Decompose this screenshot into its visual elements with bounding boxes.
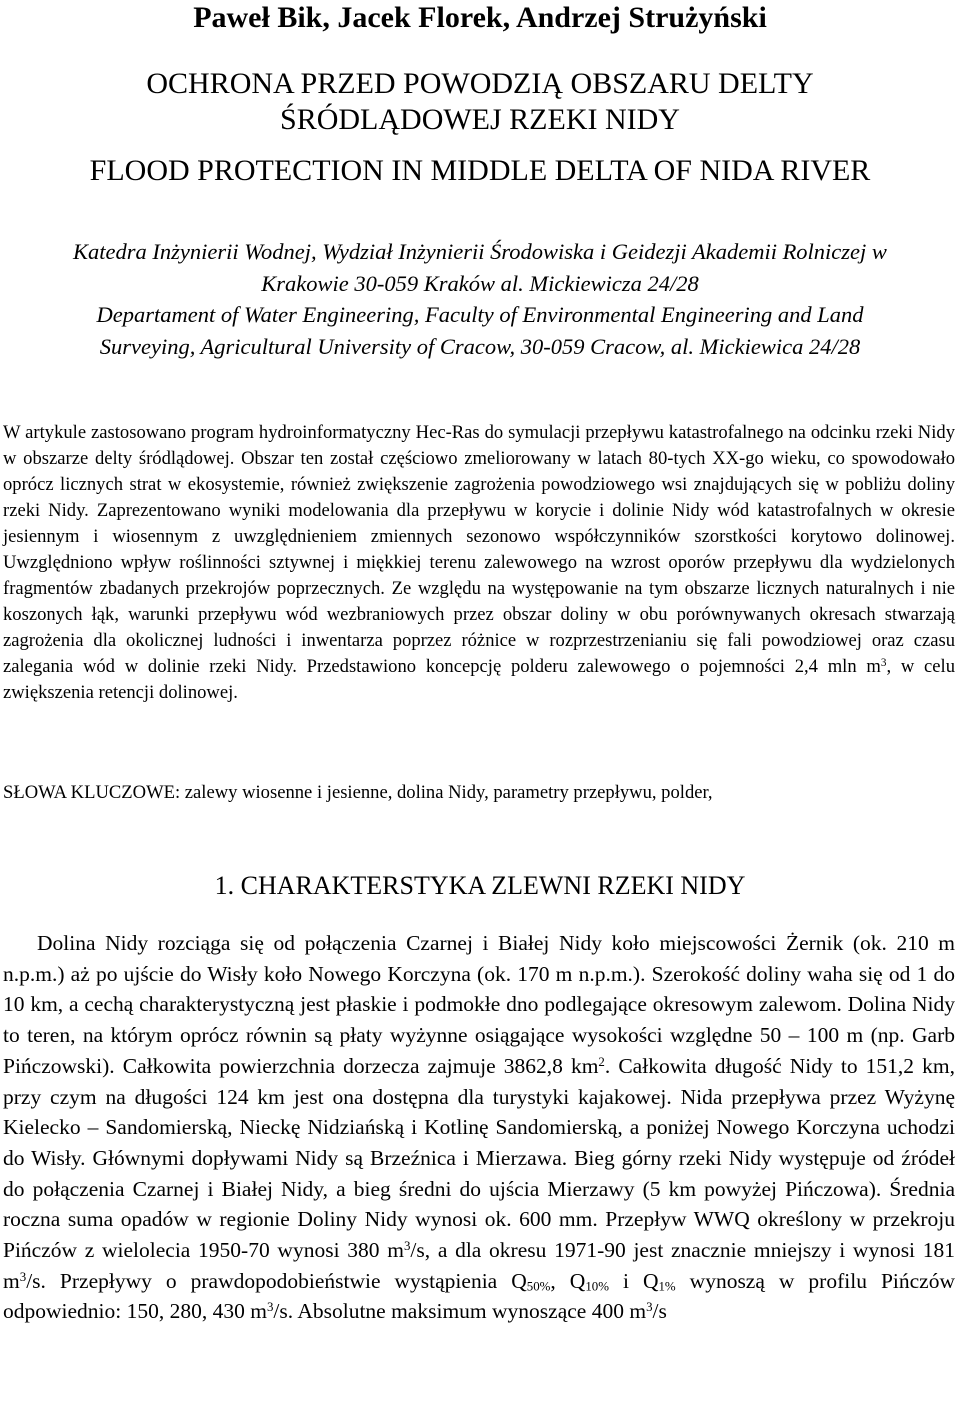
body-paragraph <box>3 928 955 1327</box>
abstract <box>3 420 955 706</box>
abstract-text-1: W artykule zastosowano program hydroinformatyczny Hec-Ras do symulacji przepływu katastrofalnego na odcinku rzeki Nidy w obszarze delty śródlądowej. Obszar ten został częściowo zmeliorowany w latach 80-tych XX-go wieku, co spowodowało oprócz licznych strat w ekosystemie, również zwiększenie zagrożenia powodziowego wsi znajdujących się w pobliżu doliny rzeki Nidy. Zaprezentowano wyniki modelowania dla przepływu w korycie i dolinie Nidy wód katastrofalnych w okresie jesiennym i wiosennym z uwzględnieniem zmiennych sezonowo współczynników szorstkości korytowo dolinowej. Uwzględniono wpływ roślinności sztywnej i miękkiej terenu zalewowego na wzrost oporów przepływu dla wydzielonych fragmentów zbadanych przekrojów poprzecznych. Ze względu na występowanie na tym obszarze licznych naturalnych i nie koszonych łąk, warunki przepływu wód wezbraniowych przez obszar doliny w obu porównywanych okresach stwarzają zagrożenia dla okolicznej ludności i inwentarza poprzez różnice w rozprzestrzenianiu się fali powodziowej oraz czasu zalegania wód w dolinie rzeki Nidy. Przedstawiono koncepcję polderu zalewowego o pojemności 2,4 mln m <box>3 422 955 677</box>
title-english: FLOOD PROTECTION IN MIDDLE DELTA OF NIDA RIVER <box>89 154 871 187</box>
affiliation-en-line2: Surveying, Agricultural University of Cracow, 30-059 Cracow, al. Mickiewica 24/28 <box>99 333 861 359</box>
body-text-3: /s, a dla okresu 1971-90 jest znacznie mniejszy i wynosi 181 m <box>3 1238 955 1293</box>
authors: Paweł Bik, Jacek Florek, Andrzej Strużyński <box>193 1 767 34</box>
title-polish-line2: ŚRÓDLĄDOWEJ RZEKI NIDY <box>280 103 680 136</box>
abstract-text-2: , w celu zwiększenia retencji dolinowej. <box>3 656 956 703</box>
title-polish <box>0 66 960 138</box>
affiliation-en-line1: Departament of Water Engineering, Faculty of Environmental Engineering and Land <box>96 302 864 327</box>
abstract-paragraph <box>3 420 955 706</box>
body-sup-1: 3 <box>403 1238 411 1253</box>
abstract-superscript: 3 <box>880 656 887 669</box>
title-polish-line1: OCHRONA PRZED POWODZIĄ OBSZARU DELTY <box>146 67 814 100</box>
body-text-8: /s. Absolutne maksimum wynoszące 400 m <box>273 1299 647 1324</box>
keywords: SŁOWA KLUCZOWE: zalewy wiosenne i jesienne, dolina Nidy, parametry przepływu, polder, <box>3 782 713 803</box>
affiliation-pl-line1: Katedra Inżynierii Wodnej, Wydział Inżynierii Środowiska i Geidezji Akademii Rolniczej w <box>73 239 887 264</box>
body-sub-q50: 50% <box>526 1279 551 1294</box>
body-text-2: . Całkowita długość Nidy to 151,2 km, przy czym na długości 124 km jest ona dostępna dla turystyki kajakowej. Nida przepływa przez Wyżynę Kielecko – Sandomierską, Nieckę Nidziańską i Kotlinę Sandomierską, a poniżej Nowego Korczyna uchodzi do Wisły. Głównymi dopływami Nidy są Brzeźnica i Mierzawa. Bieg górny rzeki Nidy występuje od źródeł do połączenia Czarnej i Białej Nidy, a bieg średni do ujścia Mierzawy (5 km powyżej Pińczowa). Średnia roczna suma opadów w regionie Doliny Nidy wynosi ok. 600 mm. Przepływ WWQ określony w przekroju Pińczów z wielolecia 1950-70 wynosi 380 m <box>3 1053 955 1263</box>
section-heading: 1. CHARAKTERSTYKA ZLEWNI RZEKI NIDY <box>214 871 746 900</box>
body-sup-area: 2 <box>598 1054 605 1069</box>
body-sub-q1: 1% <box>658 1279 676 1294</box>
body-sub-q10: 10% <box>585 1279 609 1294</box>
body-sup-4: 3 <box>646 1300 653 1315</box>
body-text-4: /s. Przepływy o prawdopodobieństwie wystąpienia Q <box>26 1268 527 1293</box>
body-text-5: , Q <box>550 1268 586 1293</box>
section-body <box>3 928 955 1327</box>
affiliation-pl-line2: Krakowie 30-059 Kraków al. Mickiewicza 24/28 <box>261 270 699 296</box>
body-text-9: /s <box>652 1299 667 1324</box>
body-text-6: i Q <box>608 1268 659 1293</box>
body-sup-2: 3 <box>19 1269 27 1284</box>
body-text-7: wynoszą w profilu Pińczów odpowiednio: 150, 280, 430 m <box>3 1268 956 1324</box>
body-sup-3: 3 <box>266 1300 274 1315</box>
affiliation <box>0 236 960 362</box>
body-text-1: Dolina Nidy rozciąga się od połączenia Czarnej i Białej Nidy koło miejscowości Żernik (ok. 210 m n.p.m.) aż po ujście do Wisły koło Nowego Korczyna (ok. 170 m n.p.m.). Szerokość doliny waha się od 1 do 10 km, a cechą charakterystyczną jest płaskie i podmokłe dno podlegające okresowym zalewom. Dolina Nidy to teren, na którym oprócz równin są płaty wyżynne osiągające wysokości względne 50 – 100 m (np. Garb Pińczowski). Całkowita powierzchnia dorzecza zajmuje 3862,8 km <box>3 931 955 1078</box>
